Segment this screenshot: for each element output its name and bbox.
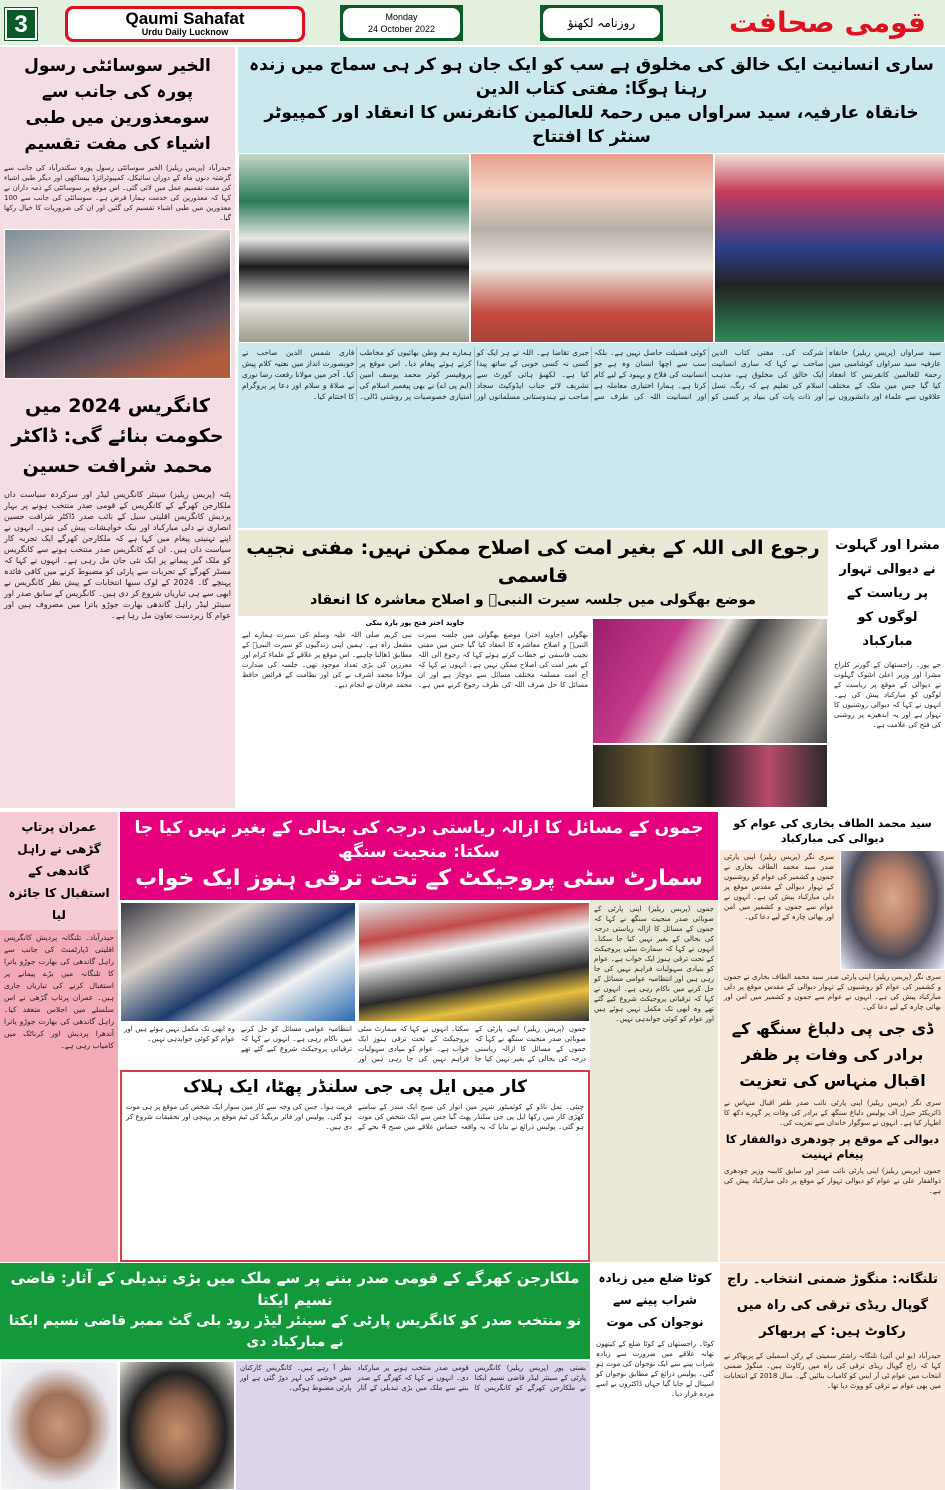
date-box: [340, 5, 463, 41]
imran-body: حیدرآباد۔ تلنگانہ پردیش کانگریس اقلیتی ڈپارٹمنٹ کی جانب سے راہل گاندھی کی بھارت جوڑو یاترا کا تلنگانہ میں بڑے پیمانے پر استقبال کرنے کی تیاریاں جاری ہیں۔ عمران پرتاپ گڑھی نے اس سلسلے میں اجلاس منعقد کیا۔ راہل گاندھی کی بھارت جوڑو یاترا آندھرا پردیش اور کرناٹک میں کامیاب رہی ہے۔: [4, 933, 114, 1050]
lpg-headline: کار میں ایل پی جی سلنڈر پھٹا، ایک ہلاک: [182, 1077, 528, 1097]
telangana-headline: تلنگانہ: منگوڑ ضمنی انتخاب۔ راج گوپال ریڈی ترقی کی راہ میں رکاوٹ ہیں: کے پربھاکر: [727, 1272, 938, 1339]
kharge-story: [0, 1263, 590, 1490]
lead-photo-1: [238, 153, 470, 343]
urdu-logo: قومی صحافت: [728, 6, 927, 39]
bukhari-photo: [840, 850, 945, 970]
jammu-photo-2: [358, 902, 590, 1022]
telangana-body: حیدرآباد (یو این آئی) تلنگانہ راشٹر سمیتی کے رکن اسمبلی کے پربھاکر نے کہا کہ راج گوپال ریڈی ترقی کی راہ میں رکاوٹ ہیں۔ منگوڑ ضمنی انتخاب میں عوام ٹی آر ایس کو کامیاب بنائیں گے۔ سال 2018 کے انتخابات میں بھی عوام نے ترقی کو ووٹ دیا تھا۔: [724, 1352, 941, 1390]
masthead-name: Qaumi Sahafat: [125, 9, 245, 28]
imran-headline: عمران پرتاپ گڑھی نے راہل گاندھی کے استقبال کا جائزہ لیا: [0, 812, 118, 930]
jammu-body: جموں (پریس ریلیز) اپنی پارٹی کے صوبائی صدر منجیت سنگھ نے کہا کہ جموں کے مسائل کا ازالہ ریاستی درجہ کی بحالی کے بغیر نہیں کیا جا سکتا۔ انہوں نے کہا کہ سمارٹ سٹی پروجیکٹ کے تحت ترقی ہنوز ایک خواب ہے۔ عوام کو بنیادی سہولیات فراہم نہیں کی جا رہی ہیں اور انتظامیہ عوامی مسائل کو حل کرنے میں ناکام رہی ہے۔ انہوں نے کہا کہ ترقیاتی پروجیکٹ شروع کیے گئے تھے وہ ابھی تک مکمل نہیں ہوئے ہیں اور عوام کو کوئی جوابدہی نہیں۔: [124, 1025, 586, 1063]
lead-photo-2: [470, 153, 714, 343]
lead-body: سید سراواں (پریس ریلیز) خانقاہ عارفیہ سید سراواں کوشامبی میں رحمۃ للعالمین کانفرنس کا انعقاد کیا گیا جس میں ملک کے مختلف علاقوں سے علماء اور دانشوروں نے شرکت کی۔ مفتی کتاب الدین صاحب نے کہا کہ ساری انسانیت ایک خالق کی مخلوق ہے، مذہب اسلام کی تعلیم ہے کہ رنگ، نسل اور ذات پات کی بنیاد پر کسی کو کوئی فضیلت حاصل نہیں ہے۔ بلکہ سب سے اچھا انسان وہ ہے جو انسانیت کی فلاح و بہبود کے لیے کام کرتا ہے۔ ہمارا اختیاری معاملہ ہے اور انسانیت اللہ کی طرف سے جبری تقاضا ہے۔ اللہ نے ہر ایک کو کسی نہ کسی خوبی کے ساتھ پیدا کیا ہے۔ لکھنؤ ہائی کورٹ سے تشریف لائے جناب ایڈوکیٹ سجاد صاحب نے ہندوستانی مسلمانوں اور ہمارے ہم وطن بھائیوں کو مخاطب کرتے ہوئے پیغام دیا۔ اس موقع پر پروفیسر کوثر محمد یوسف امین (ایم پی اے) نے بھی پیغمبر اسلام کی امتیازی خصوصیات پر روشنی ڈالی۔ قاری شمس الدین صاحب نے خوبصورت انداز میں نعتیہ کلام پیش کیا۔ آخر میں مولانا رفعت رضا نوری نے صلاۃ و سلام اور دعا پر پروگرام کا اختتام کیا۔: [242, 348, 941, 401]
rujoo-byline: جاوید اختر فتح پور بارہ بنکی: [365, 619, 465, 627]
jammu-headline-1: جموں کے مسائل کا ازالہ ریاستی درجہ کی بحالی کے بغیر نہیں کیا جا سکتا: منجیت سنگھ: [134, 818, 704, 862]
alkhair-body: حیدرآباد (پریس ریلیز) الخیر سوسائٹی رسول پورہ سکندرآباد کی جانب سے گزشتہ دنوں ماہ کے دوران سائیکل، کمپیوٹرائزڈ بیساکھی اور دیگر طبی اشیاء کی مفت تقسیم عمل میں لائی گئی۔ اس موقع پر سوسائٹی کے ذمہ داران نے کہا کہ معذورین کی خدمت ہمارا فرض ہے۔ سوسائٹی کی جانب سے 100 معذورین میں طبی اشیاء تقسیم کی گئیں اور ان کی ضروریات کا خیال رکھا گیا۔: [4, 164, 231, 222]
sharab-body: کوٹا۔ راجستھان کے کوٹا ضلع کے کیتھون تھانہ علاقے میں ضرورت سے زیادہ شراب پینے سے ایک نوجوان کی موت ہو گئی۔ پولیس ذرائع کے مطابق نوجوان کو اسپتال لے جایا گیا جہاں ڈاکٹروں نے اسے مردہ قرار دیا۔: [596, 1340, 714, 1398]
sharab-headline: کوٹا ضلع میں زیادہ شراب پینے سے نوجوان کی موت: [598, 1271, 712, 1329]
lpg-body: چنئی۔ تمل ناڈو کے کوئمبٹور شہر میں اتوار کی صبح ایک مندر کے سامنے کھڑی کار میں رکھا ایل پی جی سلنڈر پھٹ گیا جس سے ایک شخص کی موت ہو گئی۔ پولیس ذرائع نے بتایا کہ یہ واقعہ حساس علاقے میں صبح 4 بجے کے قریب ہوا۔ جس کی وجہ سے کار میں سوار ایک شخص کی موقع پر ہی موت ہو گئی۔ پولیس اور فائر بریگیڈ کی ٹیم موقع پر پہنچی اور تحقیقات شروع کر دی ہیں۔: [126, 1103, 585, 1131]
page-number: 3: [5, 8, 37, 40]
jammu-headline-2: سمارٹ سٹی پروجیکٹ کے تحت ترقی ہنوز ایک خواب: [135, 866, 703, 891]
zulfiqar-body: جموں (پریس ریلیز) اپنی پارٹی نائب صدر اور سابق کابینہ وزیر چودھری ذوالفقار علی نے عوام کو دیوالی تہوار کے موقع پر دلی مبارکباد پیش کی ہے۔: [724, 1167, 941, 1195]
lead-photo-3: [714, 153, 945, 343]
lead-story: [238, 47, 945, 528]
masthead-subtitle: Urdu Daily Lucknow: [141, 27, 229, 37]
roznama-label: روزنامہ لکھنؤ: [543, 8, 660, 38]
rujoo-headline: رجوع الی اللہ کے بغیر امت کی اصلاح ممکن نہیں: مفتی نجیب قاسمی: [246, 537, 820, 587]
bukhari-headline: سید محمد الطاف بخاری کی عوام کو دیوالی کی مبارکباد: [720, 812, 945, 850]
rujoo-photo-1: [592, 618, 828, 744]
day: Monday: [385, 12, 418, 22]
rujoo-body: بھگولی (جاوید اختر) موضع بھگولی میں جلسہ سیرت النبیؐ و اصلاح معاشرہ کا انعقاد کیا گیا جس میں مفتی نجیب قاسمی نے خطاب کرتے ہوئے کہا کہ رجوع الی اللہ کے بغیر امت کی اصلاح ممکن نہیں ہے۔ انہوں نے کہا کہ آج امت مسلمہ مختلف مسائل سے دوچار ہے اور ان مسائل کا حل صرف اللہ کی طرف رجوع کرنے میں ہے۔ نبی کریم صلی اللہ علیہ وسلم کی سیرت ہمارے لیے مشعل راہ ہے۔ ہمیں اپنی زندگیوں کو سیرت النبیؐ کے مطابق ڈھالنا چاہیے۔ اس موقع پر علاقے کے علماء کرام اور معززین کی بڑی تعداد موجود تھی۔ جلسہ کی صدارت مولانا محمد اشرف نے کی اور نظامت کے فرائض حافظ محمد عرفان نے انجام دیے۔: [242, 631, 588, 689]
lead-headline-2: خانقاہ عارفیہ، سید سراواں میں رحمۃ للعالمین کانفرنس کا انعقاد اور کمپیوٹر سنٹر کا افتتاح: [264, 103, 919, 147]
bukhari-body: سری نگر (پریس ریلیز) اپنی پارٹی صدر سید محمد الطاف بخاری نے جموں و کشمیر کی عوام کو روشنیوں کے تہوار دیوالی کے مقدس موقع پر دلی مبارکباد پیش کی ہے۔ انہوں نے عوام سے جموں و کشمیر میں امن اور بھائی چارہ کے لیے دعا کی۔: [724, 853, 834, 921]
left-column-top: [0, 47, 235, 808]
zulfiqar-headline: دیوالی کے موقع پر چودھری ذوالفقار کا پیغام تہنیت: [725, 1133, 940, 1161]
roznama-box: [540, 5, 663, 41]
lead-headline-1: ساری انسانیت ایک خالق کی مخلوق ہے سب کو ایک جان ہو کر ہی سماج میں زندہ رہنا ہوگا: مفتی کتاب الدین: [249, 55, 934, 99]
diwali-gehlot-headline: مشرا اور گہلوت نے دیوالی تہوار پر ریاست کے لوگوں کو مبارکباد: [835, 538, 940, 649]
alkhair-headline: الخیر سوسائٹی رسول پورہ کی جانب سے سومعذورین میں طبی اشیاء کی مفت تقسیم: [24, 56, 211, 154]
jammu-story: [120, 812, 718, 1262]
jammu-body-2: جموں (پریس ریلیز) اپنی پارٹی کے صوبائی صدر منجیت سنگھ نے کہا کہ جموں کے مسائل کا ازالہ ریاستی درجہ کی بحالی کے بغیر نہیں کیا جا سکتا۔ انہوں نے کہا کہ سمارٹ سٹی پروجیکٹ کے تحت ترقی ہنوز ایک خواب ہے۔ عوام کو بنیادی سہولیات فراہم نہیں کی جا رہی ہیں اور انتظامیہ عوامی مسائل کو حل کرنے میں ناکام رہی ہے۔ انہوں نے کہا کہ ترقیاتی پروجیکٹ شروع کیے گئے تھے وہ ابھی تک مکمل نہیں ہوئے ہیں اور عوام کو کوئی جوابدہی نہیں۔: [590, 900, 718, 1262]
congress2024-body: پٹنہ (پریس ریلیز) سینئر کانگریس لیڈر اور سرکردہ سیاست داں ملکارجن کھرگے کے کانگریس کے قومی صدر منتخب ہونے پر بہار پردیش کانگریس اقلیتی سیل کے نائب صدر ڈاکٹر شرافت حسین انصاری نے دلی مبارکباد اور نیک خواہشات پیش کی ہیں۔ انہوں نے اپنے تہنیتی پیغام میں کہا ہے کہ ملکارجن کھرگے ایک تجربہ کار سیاست داں ہیں۔ ان کے کانگریس صدر منتخب ہونے سے کانگریس کو ملک گیر پیمانے پر ایک نئی جان مل رہی ہے۔ انہوں نے کہا کہ مسٹر کھرگے کے تجربات سے پارٹی کو مضبوط کرنے میں کافی فائدہ پہنچے گا۔ 2024 کے لوک سبھا انتخابات کے پیش نظر کانگریس نے ابھی سے ہی تیاریاں شروع کر دی ہیں۔ کانگریس کے سابق صدر اور سینئر لیڈر راہل گاندھی بھارت جوڑو یاترا میں مصروف ہیں اور عوام کا زبردست تعاون مل رہا ہے۔: [4, 490, 232, 620]
sharab-story: [592, 1263, 718, 1490]
kharge-headline-1: ملکارجن کھرگے کے قومی صدر بننے پر سے ملک میں بڑی تبدیلی کے آثار: قاضی نسیم ایکتا: [10, 1269, 580, 1309]
rujoo-photo-2: [592, 744, 828, 808]
kharge-headline-2: نو منتخب صدر کو کانگریس پارٹی کے سینئر لیڈر رود بلی گٹ ممبر قاضی نسیم ایکتا نے مبارکباد دی: [8, 1313, 582, 1350]
date: 24 October 2022: [367, 24, 436, 34]
masthead-title-box: [65, 6, 305, 42]
jammu-photo-1: [120, 902, 356, 1022]
rujoo-story: [238, 530, 828, 808]
qazi-naseem-photo: [119, 1361, 235, 1490]
lead-photos: [238, 153, 945, 343]
dgp-headline: ڈی جی پی دلباغ سنگھ کے برادر کی وفات پر ظفر اقبال منہاس کی تعزیت: [731, 1019, 934, 1090]
kharge-body: بستی پور (پریس ریلیز) کانگریس پارٹی کے سینئر لیڈر قاضی نسیم ایکتا نے ملکارجن کھرگے کو کانگریس کا قومی صدر منتخب ہونے پر مبارکباد دی۔ انہوں نے کہا کہ کھرگے کے صدر بننے سے ملک میں بڑی تبدیلی کے آثار نظر آ رہے ہیں۔ کانگریس کارکنان میں خوشی کی لہر دوڑ گئی ہے اور پارٹی مضبوط ہوگی۔: [236, 1361, 590, 1490]
alkhair-photo: [4, 229, 231, 379]
rujoo-subheadline: موضع بھگولی میں جلسہ سیرت النبیؐ و اصلاح معاشرہ کا انعقاد: [310, 592, 756, 608]
imran-story: [0, 812, 118, 1262]
congress2024-headline: کانگریس 2024 میں حکومت بنائے گی: ڈاکٹر محمد شرافت حسین: [11, 395, 224, 477]
telangana-story: [720, 1263, 945, 1490]
lpg-story: [120, 1070, 590, 1262]
kharge-photo: [0, 1361, 118, 1490]
diwali-gehlot-body: جے پور۔ راجستھان کے گورنر کلراج مشرا اور وزیر اعلیٰ اشوک گہلوت نے دیوالی کے موقع پر ریاست کے لوگوں کو مبارکباد پیش کی ہے۔ انہوں نے کہا کہ دیوالی روشنیوں کا تہوار ہے اور یہ اندھیرے پر روشنی کی فتح کی علامت ہے۔: [834, 661, 941, 729]
masthead: [0, 0, 945, 45]
congress2024-story: [0, 383, 235, 623]
bukhari-story: [720, 812, 945, 1262]
dgp-body: سری نگر (پریس ریلیز) اپنی پارٹی نائب صدر ظفر اقبال منہاس نے ڈائریکٹر جنرل آف پولیس دلباغ سنگھ کے برادر کی وفات پر گہرے دکھ کا اظہار کیا ہے۔ انہوں نے سوگوار خاندان سے تعزیت کی۔: [724, 1099, 941, 1127]
bukhari-body-2: سری نگر (پریس ریلیز) اپنی پارٹی صدر سید محمد الطاف بخاری نے جموں و کشمیر کی عوام کو روشنیوں کے تہوار دیوالی کے مقدس موقع پر دلی مبارکباد پیش کی ہے۔ انہوں نے عوام سے جموں و کشمیر میں امن اور بھائی چارہ کے لیے دعا کی۔: [724, 973, 941, 1011]
diwali-gehlot-story: [830, 530, 945, 808]
alkhair-story: [0, 47, 235, 383]
